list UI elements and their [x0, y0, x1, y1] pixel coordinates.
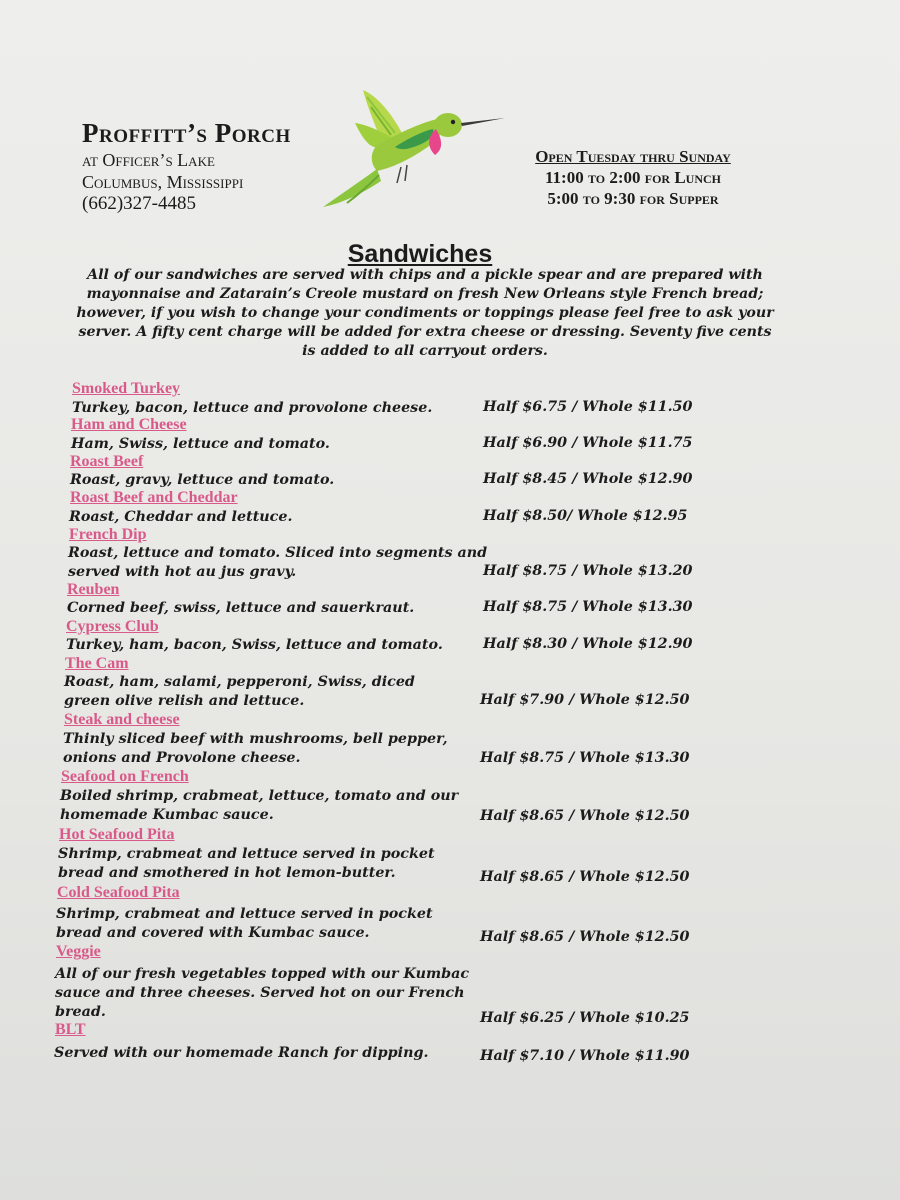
- item-price: Half $8.65 / Whole $12.50: [480, 808, 690, 824]
- item-price: Half $6.90 / Whole $11.75: [483, 435, 693, 451]
- item-description: Roast, lettuce and tomato. Sliced into segments and served with hot au jus gravy.: [68, 545, 488, 580]
- item-name: Seafood on French: [61, 768, 189, 785]
- hummingbird-icon: [315, 85, 510, 215]
- item-name: Veggie: [56, 943, 101, 960]
- item-name: Smoked Turkey: [72, 380, 181, 397]
- item-name: French Dip: [69, 526, 147, 543]
- item-description: Turkey, bacon, lettuce and provolone cheese.: [72, 400, 433, 416]
- item-price: Half $7.90 / Whole $12.50: [480, 692, 690, 708]
- restaurant-phone: (662)327-4485: [82, 193, 196, 214]
- item-description: All of our fresh vegetables topped with our Kumbac sauce and three cheeses. Served hot on our French bread.: [55, 966, 470, 1020]
- restaurant-info: [82, 118, 291, 215]
- item-description: Thinly sliced beef with mushrooms, bell pepper, onions and Provolone cheese.: [63, 731, 448, 766]
- item-price: Half $8.65 / Whole $12.50: [480, 869, 690, 885]
- restaurant-city: Columbus, Mississippi: [82, 172, 244, 192]
- item-price: Half $8.45 / Whole $12.90: [483, 471, 693, 487]
- opening-hours: [498, 146, 768, 209]
- item-price: Half $8.30 / Whole $12.90: [483, 636, 693, 652]
- restaurant-location: at Officer’s Lake: [82, 150, 215, 170]
- item-name: Reuben: [67, 581, 120, 598]
- item-name: Ham and Cheese: [71, 416, 187, 433]
- item-description: Roast, Cheddar and lettuce.: [69, 509, 293, 525]
- item-price: Half $6.25 / Whole $10.25: [480, 1010, 690, 1026]
- item-name: Cypress Club: [66, 618, 159, 635]
- item-description: Roast, ham, salami, pepperoni, Swiss, diced green olive relish and lettuce.: [64, 674, 415, 709]
- item-description: Turkey, ham, bacon, Swiss, lettuce and tomato.: [66, 637, 443, 653]
- item-description: Corned beef, swiss, lettuce and sauerkraut.: [67, 600, 415, 616]
- item-name: Cold Seafood Pita: [57, 884, 180, 901]
- item-name: The Cam: [65, 655, 129, 672]
- item-description: Boiled shrimp, crabmeat, lettuce, tomato and our homemade Kumbac sauce.: [60, 788, 459, 823]
- item-price: Half $7.10 / Whole $11.90: [480, 1048, 690, 1064]
- item-description: Roast, gravy, lettuce and tomato.: [70, 472, 335, 488]
- item-price: Half $8.50/ Whole $12.95: [483, 508, 688, 524]
- restaurant-name: Proffitt’s Porch: [82, 118, 291, 148]
- item-name: Roast Beef and Cheddar: [70, 489, 238, 506]
- item-name: Steak and cheese: [64, 711, 180, 728]
- item-description: Ham, Swiss, lettuce and tomato.: [71, 436, 330, 452]
- section-intro: All of our sandwiches are served with chips and a pickle spear and are prepared with mayonnaise and Zatarain’s Creole mustard on fresh New Orleans style French bread; however, if you wish to change your condiments or toppings please feel free to ask your server. A fifty cent charge will be added for extra cheese or dressing. Seventy five cents is added to all carryout orders.: [76, 267, 774, 359]
- hours-lunch: 11:00 to 2:00 for Lunch: [544, 168, 721, 187]
- item-price: Half $8.75 / Whole $13.20: [483, 563, 693, 579]
- item-description: Shrimp, crabmeat and lettuce served in pocket bread and smothered in hot lemon-butter.: [58, 846, 435, 881]
- item-name: BLT: [55, 1021, 86, 1038]
- item-price: Half $6.75 / Whole $11.50: [483, 399, 693, 415]
- item-description: Shrimp, crabmeat and lettuce served in pocket bread and covered with Kumbac sauce.: [56, 906, 433, 941]
- hours-supper: 5:00 to 9:30 for Supper: [547, 189, 719, 208]
- item-name: Roast Beef: [70, 453, 144, 470]
- item-price: Half $8.65 / Whole $12.50: [480, 929, 690, 945]
- item-price: Half $8.75 / Whole $13.30: [480, 750, 690, 766]
- section-title: Sandwiches: [347, 240, 493, 268]
- hours-title: Open Tuesday thru Sunday: [535, 147, 731, 166]
- item-name: Hot Seafood Pita: [59, 826, 175, 843]
- item-description: Served with our homemade Ranch for dipping.: [54, 1045, 429, 1061]
- item-price: Half $8.75 / Whole $13.30: [483, 599, 693, 615]
